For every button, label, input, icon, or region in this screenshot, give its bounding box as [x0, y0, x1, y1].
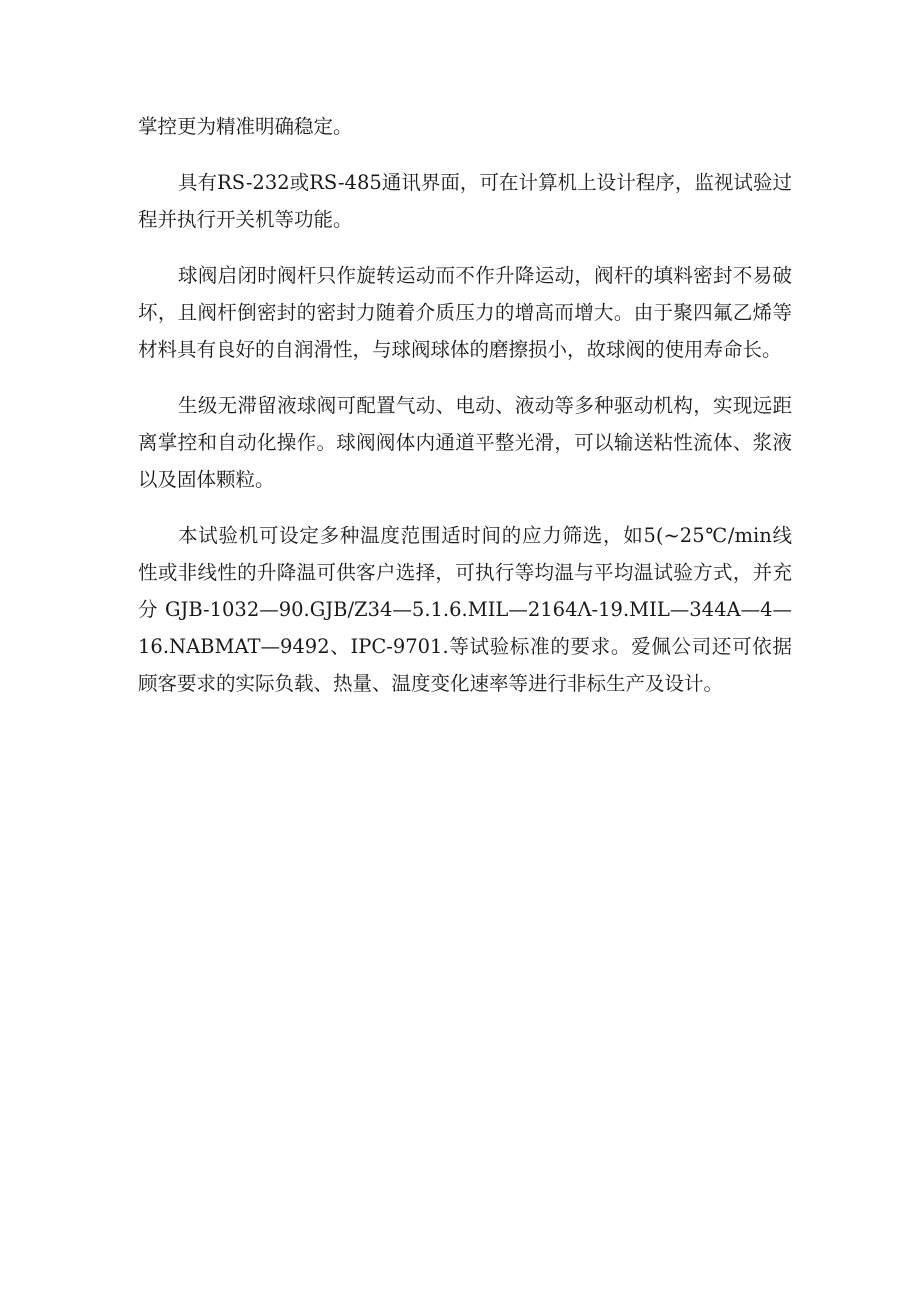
paragraph-5: 本试验机可设定多种温度范围适时间的应力筛选，如5(~25℃/min线性或非线性的升降温可供客户选择，可执行等均温与平均温试验方式，并充分 GJB-1032—90.GJB/Z34—5.1.6.MIL—2164Λ-19.MIL—344A—4—16.NABMAT—9492、IPC-9701.等试验标准的要求。爱佩公司还可依据顾客要求的实际负载、热量、温度变化速率等进行非标生产及设计。: [138, 524, 792, 695]
paragraph-4: 生级无滞留液球阀可配置气动、电动、液动等多种驱动机构，实现远距离掌控和自动化操作。球阀阀体内通道平整光滑，可以输送粘性流体、浆液以及固体颗粒。: [138, 394, 792, 491]
paragraph-2: 具有RS-232或RS-485通讯界面，可在计算机上设计程序，监视试验过程并执行开关机等功能。: [138, 171, 792, 231]
paragraph-3: 球阀启闭时阀杆只作旋转运动而不作升降运动，阀杆的填料密封不易破坏，且阀杆倒密封的密封力随着介质压力的增高而增大。由于聚四氟乙烯等材料具有良好的自润滑性，与球阀球体的磨擦损小，故球阀的使用寿命长。: [138, 264, 792, 361]
paragraph-1: 掌控更为精准明确稳定。: [138, 115, 353, 138]
document-body: [138, 108, 792, 721]
